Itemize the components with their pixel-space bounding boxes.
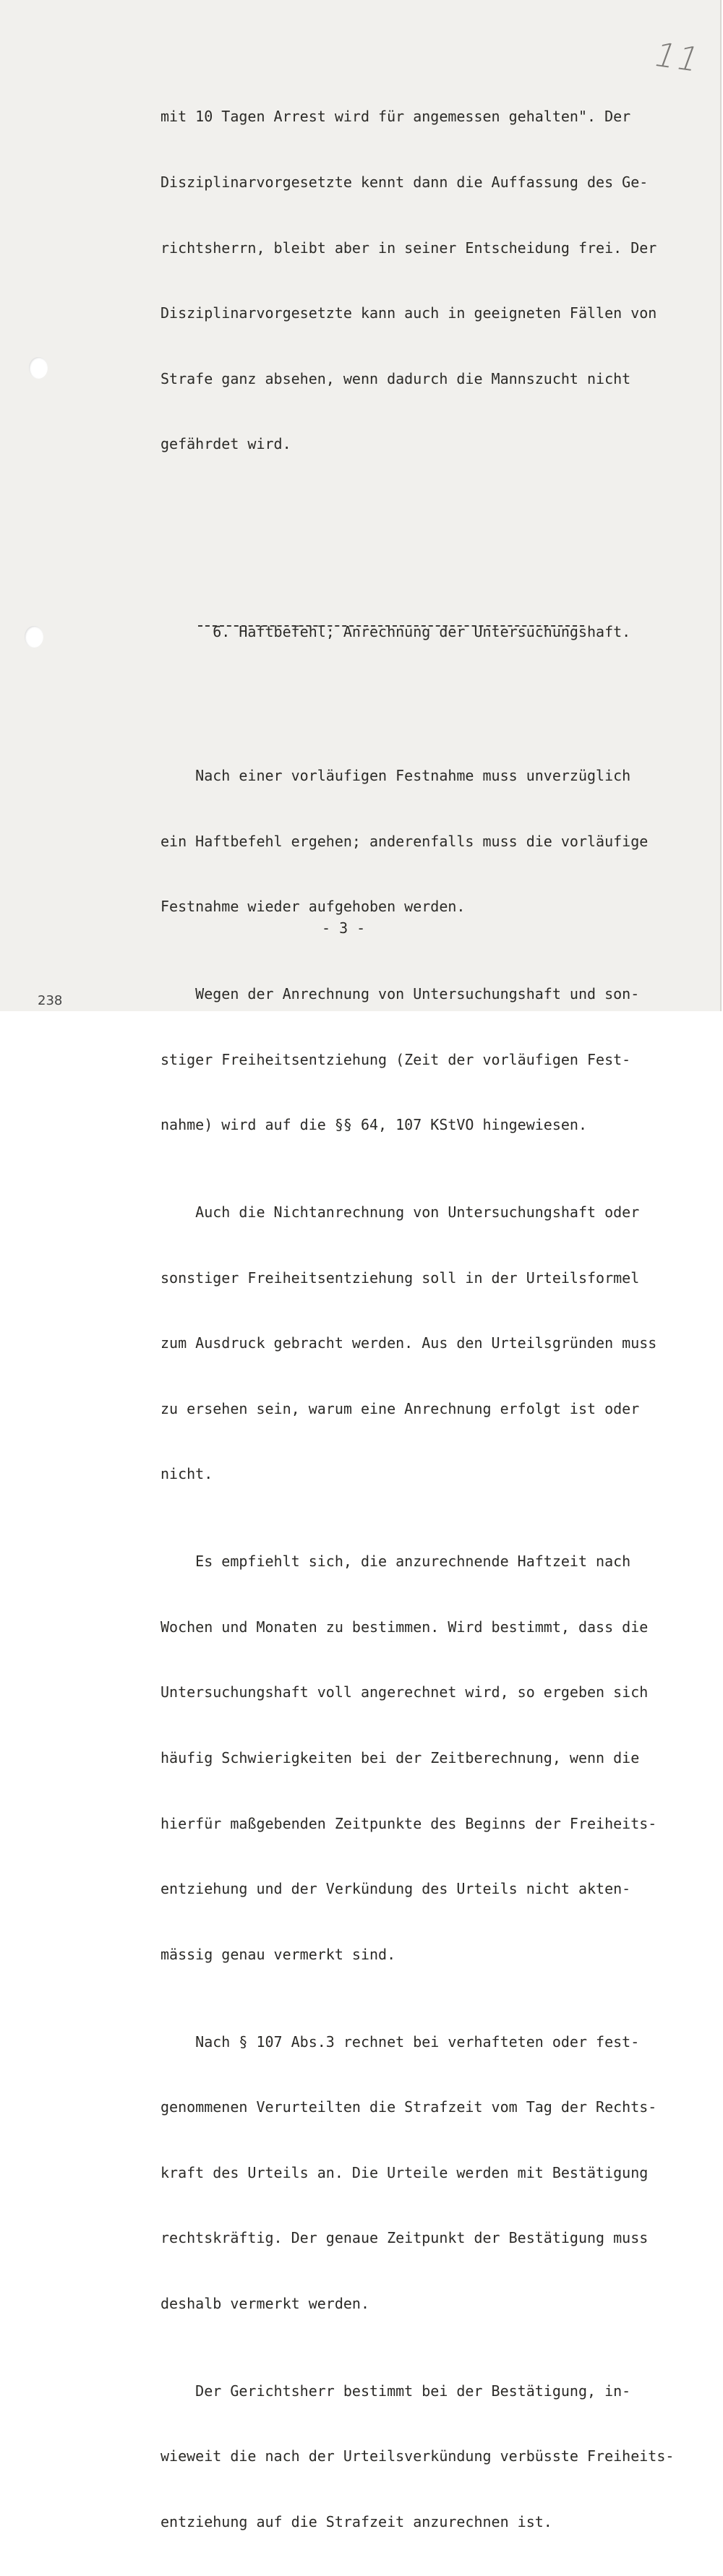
text-line: Disziplinarvorgesetzte kennt dann die Auffassung des Ge- xyxy=(161,173,649,191)
text-line: Festnahme wieder aufgehoben werden. xyxy=(161,898,466,916)
archive-number: 238 xyxy=(38,993,63,1008)
text-line: Der Gerichtsherr bestimmt bei der Bestätigung, in- xyxy=(161,2382,631,2400)
text-line: nahme) wird auf die §§ 64, 107 KStVO hingewiesen. xyxy=(161,1116,588,1134)
text-line: rechtskräftig. Der genaue Zeitpunkt der Bestätigung muss xyxy=(161,2229,649,2247)
text-line: genommenen Verurteilten die Strafzeit vom Tag der Rechts- xyxy=(161,2098,657,2116)
text-line: Untersuchungshaft voll angerechnet wird, so ergeben sich xyxy=(161,1683,649,1701)
text-line: zum Ausdruck gebracht werden. Aus den Urteilsgründen muss xyxy=(161,1334,657,1352)
text-line: Auch die Nichtanrechnung von Untersuchungshaft oder xyxy=(161,1203,640,1221)
text-line: hierfür maßgebenden Zeitpunkte des Beginns der Freiheits- xyxy=(161,1814,657,1832)
text-line: entziehung auf die Strafzeit anzurechnen ist. xyxy=(161,2512,552,2530)
text-line: zu ersehen sein, warum eine Anrechnung erfolgt ist oder xyxy=(161,1399,640,1417)
text-line: wieweit die nach der Urteilsverkündung verbüsste Freiheits- xyxy=(161,2447,675,2465)
text-line: gefährdet wird. xyxy=(161,435,291,453)
section-heading-text: 6. Haftbefehl; Anrechnung der Untersuchungshaft. xyxy=(213,622,631,640)
page-number: - 3 - xyxy=(322,919,366,937)
text-line: Nach einer vorläufigen Festnahme muss unverzüglich xyxy=(161,767,631,784)
text-line: stiger Freiheitsentziehung (Zeit der vorläufigen Fest- xyxy=(161,1050,631,1068)
section-heading xyxy=(161,599,696,640)
text-line: Nach § 107 Abs.3 rechnet bei verhafteten oder fest- xyxy=(161,2032,640,2051)
text-line: Disziplinarvorgesetzte kann auch in geeigneten Fällen von xyxy=(161,304,657,322)
text-line: richtsherrn, bleibt aber in seiner Entscheidung frei. Der xyxy=(161,239,657,257)
text-line: Strafe ganz absehen, wenn dadurch die Mannszucht nicht xyxy=(161,369,631,387)
text-line: ein Haftbefehl ergehen; anderenfalls muss die vorläufige xyxy=(161,832,649,850)
text-line: mit 10 Tagen Arrest wird für angemessen gehalten". Der xyxy=(161,108,631,126)
text-line: Wochen und Monaten zu bestimmen. Wird bestimmt, dass die xyxy=(161,1618,649,1636)
text-line: Es empfiehlt sich, die anzurechnende Haftzeit nach xyxy=(161,1553,631,1571)
handwritten-folio-number: 11 xyxy=(648,35,707,80)
text-line: Wegen der Anrechnung von Untersuchungshaft und son- xyxy=(161,984,640,1003)
text-line: entziehung und der Verkündung des Urteils nicht akten- xyxy=(161,1880,631,1898)
punch-hole xyxy=(25,626,43,648)
text-line: kraft des Urteils an. Die Urteile werden mit Bestätigung xyxy=(161,2163,649,2181)
text-line: mässig genau vermerkt sind. xyxy=(161,1945,396,1963)
typed-text-body xyxy=(161,62,696,2576)
heading-underline xyxy=(198,625,584,627)
text-line: deshalb vermerkt werden. xyxy=(161,2294,369,2312)
text-line: sonstiger Freiheitsentziehung soll in der Urteilsformel xyxy=(161,1268,640,1287)
text-line: nicht. xyxy=(161,1465,213,1483)
text-line: häufig Schwierigkeiten bei der Zeitberechnung, wenn die xyxy=(161,1748,640,1766)
punch-hole xyxy=(29,357,48,379)
